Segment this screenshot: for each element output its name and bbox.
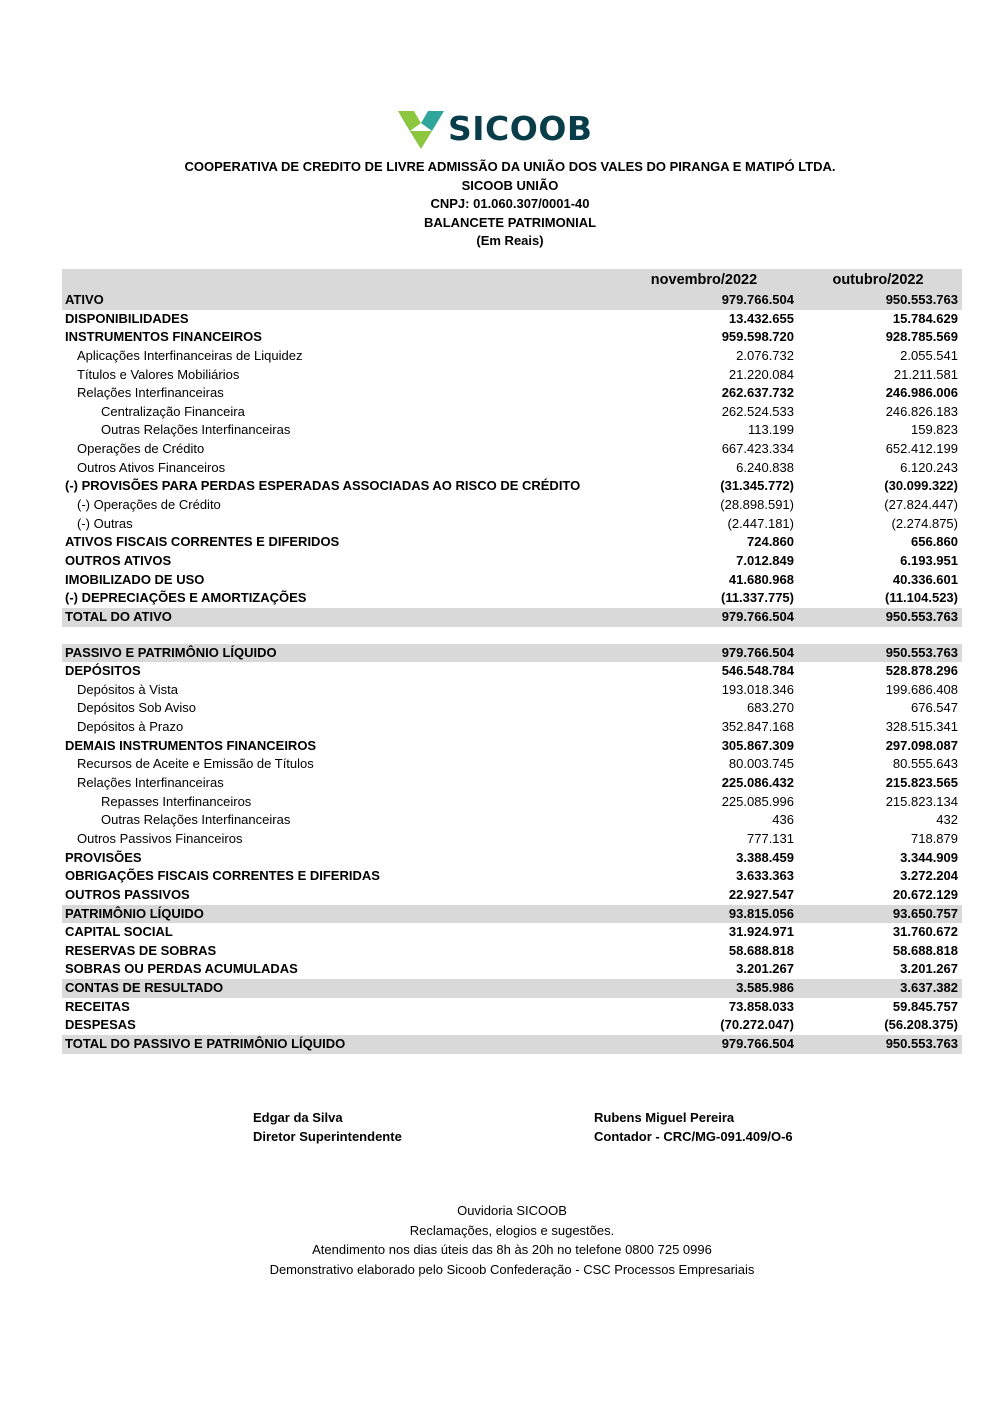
table-row [62, 459, 962, 478]
value-october: 31.760.672 [892, 924, 958, 940]
value-november: 979.766.504 [721, 644, 794, 660]
document-title: BALANCETE PATRIMONIAL [423, 214, 597, 230]
table-row [62, 571, 962, 590]
value-october: (11.104.523) [884, 590, 958, 606]
row-label: Aplicações Interfinanceiras de Liquidez [77, 347, 303, 363]
value-november: 262.637.732 [721, 385, 794, 401]
value-november: 305.867.309 [721, 737, 794, 753]
value-october: 93.650.757 [892, 905, 958, 921]
column-header-row [62, 269, 962, 291]
value-october: 215.823.565 [885, 775, 958, 791]
row-label: IMOBILIZADO DE USO [65, 571, 205, 587]
cnpj: CNPJ: 01.060.307/0001-40 [430, 196, 590, 212]
table-row [62, 886, 962, 905]
balance-sheet-table [62, 269, 962, 1054]
value-october: (27.824.447) [884, 497, 958, 513]
short-name: SICOOB UNIÃO [461, 177, 559, 193]
row-label: TOTAL DO ATIVO [65, 608, 172, 624]
value-october: (2.274.875) [891, 515, 958, 531]
table-row [62, 421, 962, 440]
value-november: 6.240.838 [736, 459, 794, 475]
table-row [62, 496, 962, 515]
row-label: DEPÓSITOS [65, 663, 141, 679]
value-october: 246.986.006 [885, 385, 958, 401]
signature-director [253, 1108, 402, 1146]
table-row [62, 718, 962, 737]
value-november: (28.898.591) [720, 497, 794, 513]
table-row [62, 793, 962, 812]
value-november: 93.815.056 [728, 905, 794, 921]
table-row [62, 923, 962, 942]
table-row [62, 830, 962, 849]
value-november: 2.076.732 [736, 347, 794, 363]
footer-line: Atendimento nos dias úteis das 8h às 20h no telefone 0800 725 0996 [312, 1242, 712, 1257]
signer-name: Rubens Miguel Pereira [594, 1110, 735, 1125]
value-october: 656.860 [911, 534, 958, 550]
value-november: (31.345.772) [720, 478, 794, 494]
value-november: 3.633.363 [736, 868, 794, 884]
row-label: Depósitos Sob Aviso [77, 700, 196, 716]
section-spacer [62, 627, 962, 644]
row-label: SOBRAS OU PERDAS ACUMULADAS [65, 961, 298, 977]
table-row [62, 552, 962, 571]
value-october: 21.211.581 [893, 366, 958, 382]
value-november: 73.858.033 [728, 998, 794, 1014]
table-row [62, 867, 962, 886]
currency-note: (Em Reais) [476, 233, 544, 249]
value-november: 959.598.720 [721, 329, 794, 345]
value-october: 215.823.134 [885, 793, 958, 809]
value-november: 13.432.655 [728, 310, 794, 326]
value-october: (30.099.322) [884, 478, 958, 494]
value-november: 41.680.968 [728, 571, 794, 587]
value-october: 950.553.763 [885, 1035, 958, 1051]
row-label: Centralização Financeira [101, 403, 245, 419]
table-row [62, 644, 962, 663]
row-label: RECEITAS [65, 998, 130, 1014]
table-row [62, 774, 962, 793]
value-october: 3.344.909 [900, 849, 958, 865]
row-label: DISPONIBILIDADES [65, 310, 189, 326]
table-row [62, 347, 962, 366]
value-november: 683.270 [747, 700, 794, 716]
row-label: Títulos e Valores Mobiliários [77, 366, 240, 382]
row-label: DEMAIS INSTRUMENTOS FINANCEIROS [65, 737, 317, 753]
table-row [62, 608, 962, 627]
value-november: 3.201.267 [736, 961, 794, 977]
value-october: 80.555.643 [892, 756, 958, 772]
value-october: 20.672.129 [892, 886, 958, 902]
row-label: Repasses Interfinanceiros [101, 793, 252, 809]
row-label: (-) PROVISÕES PARA PERDAS ESPERADAS ASSOCIADAS AO RISCO DE CRÉDITO [65, 478, 581, 494]
value-october: 3.201.267 [900, 961, 958, 977]
value-october: 40.336.601 [892, 571, 958, 587]
value-november: 21.220.084 [728, 366, 794, 382]
table-row [62, 403, 962, 422]
table-row [62, 384, 962, 403]
table-row [62, 291, 962, 310]
table-row [62, 477, 962, 496]
value-november: 777.131 [747, 830, 794, 846]
value-november: 979.766.504 [721, 1035, 794, 1051]
value-october: 15.784.629 [892, 310, 958, 326]
table-row [62, 662, 962, 681]
row-label: Depósitos à Vista [77, 681, 178, 697]
row-label: Depósitos à Prazo [77, 719, 184, 735]
row-label: Outras Relações Interfinanceiras [101, 422, 291, 438]
value-november: 3.388.459 [736, 849, 794, 865]
row-label: Relações Interfinanceiras [77, 385, 224, 401]
footer-line: Reclamações, elogios e sugestões. [409, 1222, 615, 1238]
row-label: (-) Operações de Crédito [77, 497, 221, 513]
row-label: (-) DEPRECIAÇÕES E AMORTIZAÇÕES [65, 590, 307, 606]
table-row [62, 515, 962, 534]
row-label: ATIVOS FISCAIS CORRENTES E DIFERIDOS [65, 534, 340, 550]
value-november: 546.548.784 [721, 663, 794, 679]
cooperative-name: COOPERATIVA DE CREDITO DE LIVRE ADMISSÃO DA UNIÃO DOS VALES DO PIRANGA E MATIPÓ LTDA. [184, 159, 836, 174]
row-label: CONTAS DE RESULTADO [65, 980, 224, 996]
row-label: (-) Outras [77, 515, 133, 531]
signer-role: Diretor Superintendente [253, 1129, 402, 1144]
value-october: 246.826.183 [885, 403, 958, 419]
value-november: 22.927.547 [728, 886, 794, 902]
value-october: 2.055.541 [900, 347, 958, 363]
value-october: 432 [936, 812, 958, 828]
table-row [62, 979, 962, 998]
table-row [62, 737, 962, 756]
value-november: 724.860 [747, 534, 794, 550]
sicoob-triangle-logo-icon [398, 109, 444, 149]
document-header [0, 158, 1000, 251]
footer-line: Demonstrativo elaborado pelo Sicoob Confederação - CSC Processos Empresariais [269, 1261, 755, 1277]
table-row [62, 905, 962, 924]
row-label: Operações de Crédito [77, 441, 205, 457]
table-row [62, 1016, 962, 1035]
signer-name: Edgar da Silva [253, 1110, 343, 1125]
footer-line: Ouvidoria SICOOB [457, 1203, 567, 1218]
value-november: 352.847.168 [721, 719, 794, 735]
value-october: 3.272.204 [900, 868, 958, 884]
table-row [62, 849, 962, 868]
value-october: 199.686.408 [885, 681, 958, 697]
value-november: 80.003.745 [728, 756, 794, 772]
value-november: (11.337.775) [720, 590, 794, 606]
value-october: 950.553.763 [885, 292, 958, 307]
value-november: 113.199 [747, 422, 794, 438]
table-row [62, 310, 962, 329]
value-october: 676.547 [911, 700, 958, 716]
row-label: Outras Relações Interfinanceiras [101, 812, 291, 828]
table-row [62, 681, 962, 700]
row-label: RESERVAS DE SOBRAS [65, 942, 217, 958]
table-row [62, 755, 962, 774]
table-row [62, 699, 962, 718]
row-label: Relações Interfinanceiras [77, 775, 224, 791]
passivo-section [62, 644, 962, 1054]
value-november: 436 [772, 812, 794, 828]
value-november: 979.766.504 [721, 608, 794, 624]
table-row [62, 366, 962, 385]
row-label: CAPITAL SOCIAL [65, 924, 173, 940]
value-october: 297.098.087 [885, 737, 958, 753]
table-row [62, 998, 962, 1017]
table-row [62, 942, 962, 961]
signer-role: Contador - CRC/MG-091.409/O-6 [594, 1129, 793, 1144]
sicoob-logo [398, 108, 593, 150]
value-november: (2.447.181) [727, 515, 794, 531]
value-november: 979.766.504 [721, 292, 794, 307]
table-row [62, 960, 962, 979]
value-october: 6.193.951 [900, 552, 958, 568]
value-october: 950.553.763 [885, 644, 958, 660]
value-october: 950.553.763 [885, 608, 958, 624]
row-label: Outros Passivos Financeiros [77, 830, 243, 846]
value-october: 6.120.243 [900, 459, 958, 475]
table-row [62, 440, 962, 459]
value-november: 225.085.996 [721, 793, 794, 809]
logo-wordmark: SICOOB [448, 109, 593, 148]
value-november: 262.524.533 [721, 403, 794, 419]
value-november: 3.585.986 [736, 980, 794, 996]
table-row [62, 533, 962, 552]
value-october: 159.823 [911, 422, 958, 438]
row-label: TOTAL DO PASSIVO E PATRIMÔNIO LÍQUIDO [65, 1035, 346, 1051]
row-label: OUTROS ATIVOS [65, 552, 172, 568]
value-october: 528.878.296 [885, 663, 958, 679]
row-label: PROVISÕES [65, 849, 142, 865]
signature-accountant [594, 1108, 793, 1146]
table-row [62, 328, 962, 347]
ativo-section [62, 291, 962, 627]
table-row [62, 1035, 962, 1054]
value-october: 58.688.818 [892, 942, 958, 958]
row-label: ATIVO [65, 292, 104, 307]
row-label: PATRIMÔNIO LÍQUIDO [65, 905, 204, 921]
row-label: OBRIGAÇÕES FISCAIS CORRENTES E DIFERIDAS [65, 868, 380, 884]
value-november: 7.012.849 [736, 552, 794, 568]
value-october: 3.637.382 [900, 980, 958, 996]
row-label: OUTROS PASSIVOS [65, 886, 190, 902]
value-october: (56.208.375) [884, 1017, 958, 1033]
value-october: 652.412.199 [885, 441, 958, 457]
value-october: 59.845.757 [892, 998, 958, 1014]
table-row [62, 811, 962, 830]
column-header-october: outubro/2022 [832, 272, 924, 288]
value-october: 328.515.341 [885, 719, 958, 735]
row-label: PASSIVO E PATRIMÔNIO LÍQUIDO [65, 644, 277, 660]
row-label: Recursos de Aceite e Emissão de Títulos [77, 756, 314, 772]
footer-ombudsman [0, 1201, 1000, 1279]
value-november: 193.018.346 [721, 681, 794, 697]
value-november: 31.924.971 [728, 924, 794, 940]
column-header-november: novembro/2022 [650, 272, 758, 288]
row-label: INSTRUMENTOS FINANCEIROS [65, 329, 262, 345]
row-label: DESPESAS [65, 1017, 136, 1033]
value-october: 718.879 [911, 830, 958, 846]
value-november: 667.423.334 [721, 441, 794, 457]
row-label: Outros Ativos Financeiros [77, 459, 226, 475]
table-row [62, 589, 962, 608]
value-november: 225.086.432 [721, 775, 794, 791]
value-november: (70.272.047) [720, 1017, 794, 1033]
value-october: 928.785.569 [885, 329, 958, 345]
value-november: 58.688.818 [728, 942, 794, 958]
